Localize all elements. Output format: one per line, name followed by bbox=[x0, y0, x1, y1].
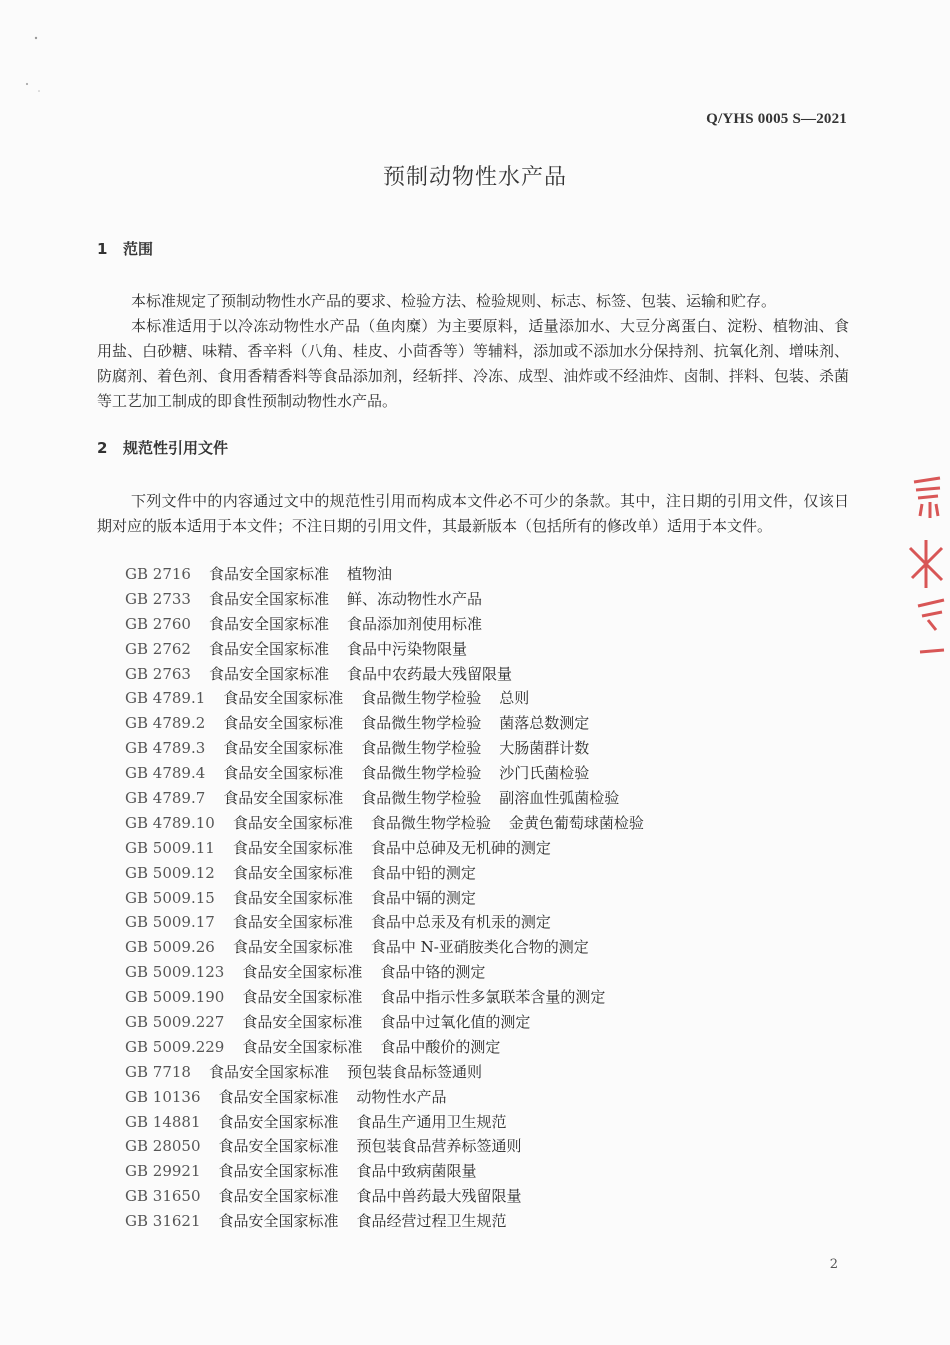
reference-title: 食品中总汞及有机汞的测定 bbox=[370, 913, 551, 932]
reference-item bbox=[125, 1184, 644, 1209]
reference-title: 食品生产通用卫生规范 bbox=[356, 1112, 507, 1131]
reference-code: GB 2763 bbox=[125, 664, 191, 683]
reference-title: 食品中致病菌限量 bbox=[356, 1162, 477, 1181]
section-1-paragraph-1: 本标准规定了预制动物性水产品的要求、检验方法、检验规则、标志、标签、包装、运输和贮存。 bbox=[131, 292, 777, 310]
normative-reference-list bbox=[125, 562, 644, 1234]
reference-item bbox=[125, 1085, 644, 1110]
reference-code: GB 31621 bbox=[125, 1212, 201, 1231]
reference-item bbox=[125, 587, 644, 612]
reference-issuer: 食品安全国家标准 bbox=[232, 863, 353, 882]
section-1-title: 范围 bbox=[123, 240, 154, 258]
reference-item bbox=[125, 861, 644, 886]
reference-title: 食品中铬的测定 bbox=[380, 963, 486, 982]
reference-subtitle: 副溶血性弧菌检验 bbox=[499, 789, 620, 808]
reference-title: 食品添加剂使用标准 bbox=[346, 614, 482, 633]
reference-title: 食品中过氧化值的测定 bbox=[380, 1013, 531, 1032]
reference-item bbox=[125, 910, 644, 935]
reference-code: GB 4789.3 bbox=[125, 739, 206, 758]
reference-issuer: 食品安全国家标准 bbox=[242, 988, 363, 1007]
reference-item bbox=[125, 836, 644, 861]
reference-code: GB 5009.26 bbox=[125, 938, 215, 957]
reference-code: GB 10136 bbox=[125, 1087, 201, 1106]
reference-title: 食品中指示性多氯联苯含量的测定 bbox=[380, 988, 606, 1007]
reference-title: 食品经营过程卫生规范 bbox=[356, 1212, 507, 1231]
reference-issuer: 食品安全国家标准 bbox=[208, 639, 329, 658]
section-2-number: 2 bbox=[97, 439, 108, 457]
reference-issuer: 食品安全国家标准 bbox=[208, 565, 329, 583]
reference-issuer: 食品安全国家标准 bbox=[232, 838, 353, 857]
reference-item bbox=[125, 935, 644, 960]
reference-code: GB 5009.12 bbox=[125, 863, 215, 882]
reference-item bbox=[125, 686, 644, 711]
reference-item bbox=[125, 1134, 644, 1159]
reference-title: 食品微生物学检验 bbox=[370, 813, 491, 832]
reference-code: GB 29921 bbox=[125, 1162, 201, 1181]
reference-subtitle: 沙门氏菌检验 bbox=[499, 764, 590, 783]
reference-title: 食品中酸价的测定 bbox=[380, 1037, 501, 1056]
page-number: 2 bbox=[829, 1257, 838, 1272]
reference-title: 食品中兽药最大残留限量 bbox=[356, 1187, 522, 1206]
section-1-paragraph-2: 本标准适用于以冷冻动物性水产品（鱼肉糜）为主要原料，适量添加水、大豆分离蛋白、淀粉、植物油、食用盐、白砂糖、味精、香辛料（八角、桂皮、小茴香等）等辅料，添加或不添加水分保持剂、抗氧化剂、增味剂、防腐剂、着色剂、食用香精香料等食品添加剂，经斩拌、冷冻、成型、油炸或不经油炸、卤制、拌料、包装、杀菌等工艺加工制成的即食性预制动物性水产品。 bbox=[97, 317, 849, 410]
reference-subtitle: 总则 bbox=[499, 689, 530, 708]
reference-issuer: 食品安全国家标准 bbox=[223, 739, 344, 758]
reference-code: GB 5009.17 bbox=[125, 913, 215, 932]
reference-title: 食品中农药最大残留限量 bbox=[346, 664, 512, 683]
reference-item bbox=[125, 786, 644, 811]
scan-specks bbox=[0, 0, 60, 100]
reference-item bbox=[125, 1010, 644, 1035]
reference-issuer: 食品安全国家标准 bbox=[218, 1137, 339, 1156]
reference-issuer: 食品安全国家标准 bbox=[218, 1187, 339, 1206]
section-2-intro: 下列文件中的内容通过文中的规范性引用而构成本文件必不可少的条款。其中，注日期的引用文件，仅该日期对应的版本适用于本文件；不注日期的引用文件，其最新版本（包括所有的修改单）适用于本文件。 bbox=[97, 492, 849, 535]
reference-title: 食品中总砷及无机砷的测定 bbox=[370, 838, 551, 857]
reference-title: 食品中 N-亚硝胺类化合物的测定 bbox=[370, 938, 589, 957]
reference-title: 食品微生物学检验 bbox=[361, 764, 482, 783]
reference-issuer: 食品安全国家标准 bbox=[208, 614, 329, 633]
reference-code: GB 2760 bbox=[125, 614, 191, 633]
reference-item bbox=[125, 736, 644, 761]
reference-item bbox=[125, 1035, 644, 1060]
reference-code: GB 7718 bbox=[125, 1062, 191, 1081]
reference-item bbox=[125, 1209, 644, 1234]
reference-issuer: 食品安全国家标准 bbox=[208, 1062, 329, 1081]
reference-issuer: 食品安全国家标准 bbox=[232, 813, 353, 832]
section-2-title: 规范性引用文件 bbox=[123, 439, 229, 457]
reference-item bbox=[125, 761, 644, 786]
reference-issuer: 食品安全国家标准 bbox=[223, 764, 344, 783]
section-1-heading bbox=[97, 238, 153, 259]
reference-issuer: 食品安全国家标准 bbox=[218, 1112, 339, 1131]
reference-issuer: 食品安全国家标准 bbox=[208, 589, 329, 608]
reference-item bbox=[125, 612, 644, 637]
reference-code: GB 4789.2 bbox=[125, 714, 206, 733]
reference-item bbox=[125, 1060, 644, 1085]
reference-code: GB 2762 bbox=[125, 639, 191, 658]
reference-title: 食品中铅的测定 bbox=[370, 863, 476, 882]
reference-code: GB 4789.7 bbox=[125, 789, 206, 808]
reference-code: GB 4789.10 bbox=[125, 813, 215, 832]
reference-title: 食品微生物学检验 bbox=[361, 689, 482, 708]
reference-item bbox=[125, 711, 644, 736]
reference-item bbox=[125, 985, 644, 1010]
reference-issuer: 食品安全国家标准 bbox=[223, 789, 344, 808]
reference-title: 食品微生物学检验 bbox=[361, 789, 482, 808]
reference-item bbox=[125, 811, 644, 836]
reference-code: GB 31650 bbox=[125, 1187, 201, 1206]
reference-issuer: 食品安全国家标准 bbox=[242, 1037, 363, 1056]
reference-issuer: 食品安全国家标准 bbox=[218, 1087, 339, 1106]
reference-subtitle: 金黄色葡萄球菌检验 bbox=[508, 813, 644, 832]
document-code: Q/YHS 0005 S—2021 bbox=[706, 111, 847, 127]
reference-item bbox=[125, 1110, 644, 1135]
section-1-number: 1 bbox=[97, 240, 108, 258]
reference-code: GB 5009.15 bbox=[125, 888, 215, 907]
reference-issuer: 食品安全国家标准 bbox=[242, 1013, 363, 1032]
reference-issuer: 食品安全国家标准 bbox=[232, 913, 353, 932]
reference-code: GB 5009.227 bbox=[125, 1013, 225, 1032]
reference-title: 食品微生物学检验 bbox=[361, 739, 482, 758]
reference-code: GB 5009.190 bbox=[125, 988, 225, 1007]
reference-code: GB 5009.123 bbox=[125, 963, 225, 982]
reference-issuer: 食品安全国家标准 bbox=[232, 888, 353, 907]
reference-code: GB 14881 bbox=[125, 1112, 201, 1131]
reference-title: 动物性水产品 bbox=[356, 1087, 447, 1106]
reference-item bbox=[125, 1159, 644, 1184]
reference-item bbox=[125, 637, 644, 662]
reference-issuer: 食品安全国家标准 bbox=[223, 689, 344, 708]
reference-title: 鲜、冻动物性水产品 bbox=[346, 589, 482, 608]
reference-code: GB 2716 bbox=[125, 565, 191, 583]
reference-issuer: 食品安全国家标准 bbox=[218, 1162, 339, 1181]
reference-title: 预包装食品营养标签通则 bbox=[356, 1137, 522, 1156]
reference-title: 食品中镉的测定 bbox=[370, 888, 476, 907]
reference-issuer: 食品安全国家标准 bbox=[223, 714, 344, 733]
red-seal-stamp-fragment bbox=[900, 470, 950, 670]
reference-code: GB 2733 bbox=[125, 589, 191, 608]
reference-code: GB 5009.11 bbox=[125, 838, 215, 857]
reference-code: GB 5009.229 bbox=[125, 1037, 225, 1056]
reference-title: 预包装食品标签通则 bbox=[346, 1062, 482, 1081]
reference-title: 植物油 bbox=[346, 565, 392, 583]
reference-code: GB 4789.1 bbox=[125, 689, 206, 708]
reference-item bbox=[125, 960, 644, 985]
reference-code: GB 28050 bbox=[125, 1137, 201, 1156]
reference-item bbox=[125, 562, 644, 587]
section-2-heading bbox=[97, 437, 228, 458]
reference-subtitle: 菌落总数测定 bbox=[499, 714, 590, 733]
reference-code: GB 4789.4 bbox=[125, 764, 206, 783]
document-title: 预制动物性水产品 bbox=[382, 165, 567, 190]
reference-title: 食品微生物学检验 bbox=[361, 714, 482, 733]
reference-issuer: 食品安全国家标准 bbox=[208, 664, 329, 683]
reference-issuer: 食品安全国家标准 bbox=[232, 938, 353, 957]
reference-title: 食品中污染物限量 bbox=[346, 639, 467, 658]
reference-item bbox=[125, 662, 644, 687]
reference-issuer: 食品安全国家标准 bbox=[218, 1212, 339, 1231]
reference-item bbox=[125, 886, 644, 911]
reference-subtitle: 大肠菌群计数 bbox=[499, 739, 590, 758]
reference-issuer: 食品安全国家标准 bbox=[242, 963, 363, 982]
